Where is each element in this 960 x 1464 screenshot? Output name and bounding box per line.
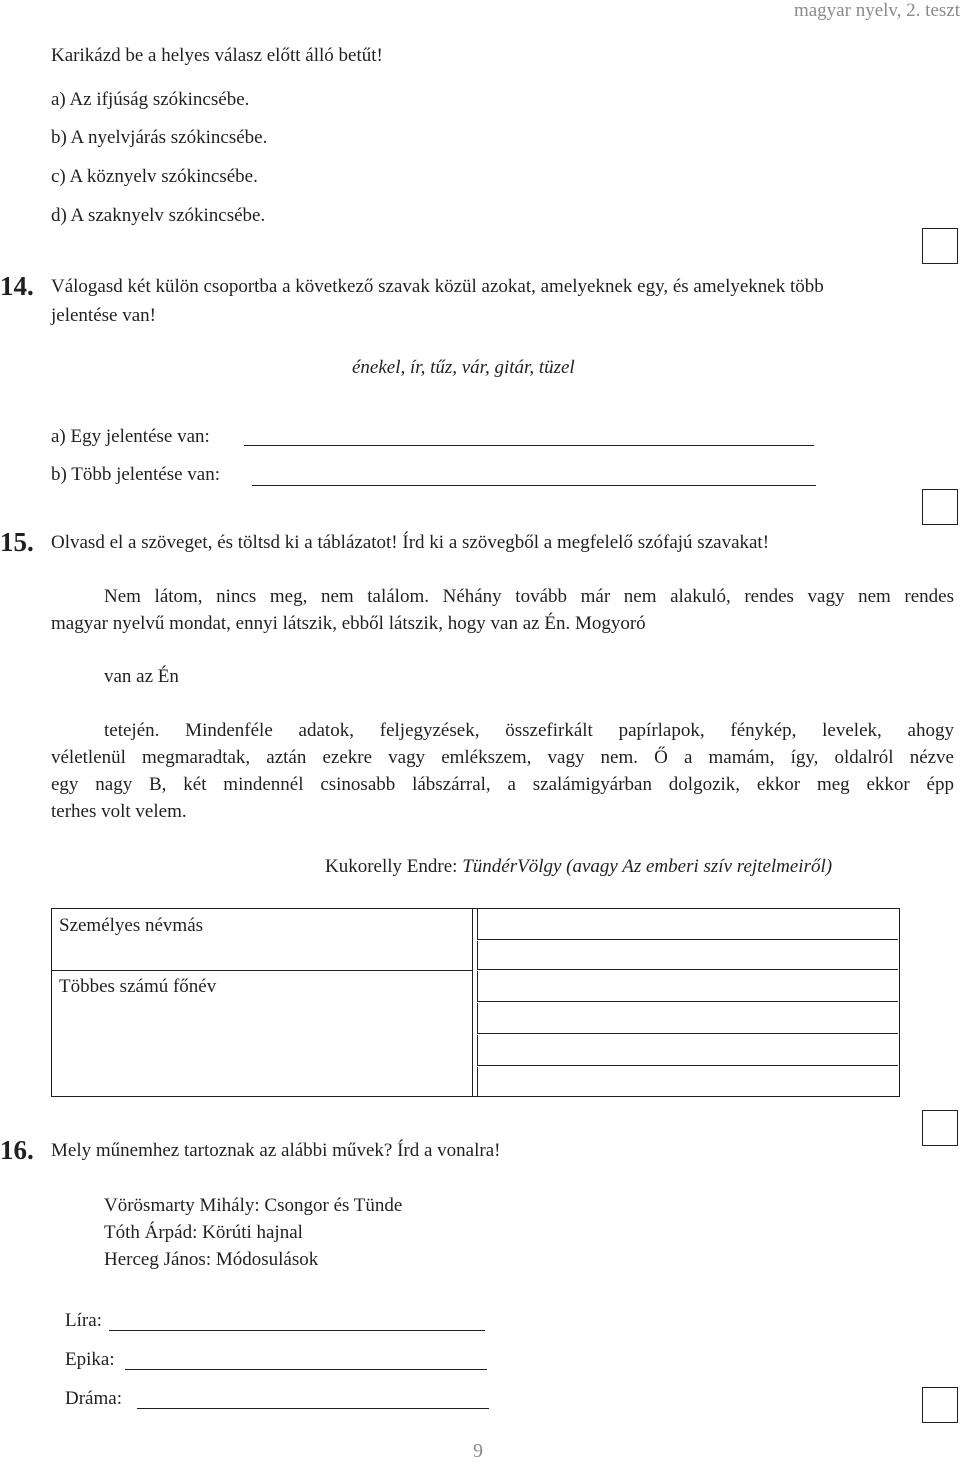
q15-source-title: TündérVölgy (avagy Az emberi szív rejtelmeiről): [462, 856, 833, 877]
q15-passage-line4: tetején. Mindenféle adatok, feljegyzések, összefirkált papírlapok, fénykép, levelek, ahogy: [104, 720, 954, 741]
q14-b-label: b) Több jelentése van:: [51, 464, 221, 485]
option-d[interactable]: d) A szaknyelv szókincsébe.: [51, 205, 266, 226]
q15-passage-line3: van az Én: [104, 666, 179, 687]
q14-a-answer-line[interactable]: [244, 445, 814, 446]
q16-lira-line[interactable]: [109, 1330, 485, 1331]
q16-work-1: Vörösmarty Mihály: Csongor és Tünde: [104, 1195, 403, 1216]
q16-lira-label: Líra:: [65, 1310, 102, 1331]
table-answer-cell-6[interactable]: [477, 1067, 898, 1096]
q16-instruction: Mely műnemhez tartoznak az alábbi művek? Írd a vonalra!: [51, 1140, 501, 1161]
q15-source-author: Kukorelly Endre:: [325, 856, 463, 877]
q15-passage-line1: Nem látom, nincs meg, nem találom. Néhány tovább már nem alakuló, rendes vagy nem rendes: [104, 586, 954, 607]
page-header: magyar nyelv, 2. teszt: [793, 0, 960, 21]
q16-drama-line[interactable]: [137, 1408, 489, 1409]
score-box-15[interactable]: [922, 489, 958, 525]
question-number-15: 15.: [0, 527, 34, 557]
table-answer-cell-4[interactable]: [477, 1003, 898, 1034]
q15-passage-line5: véletlenül megmaradtak, aztán ezekre vagy emlékszem, vagy nem. Ő a mamám, így, oldalról nézve: [51, 747, 954, 768]
q15-passage-line7: terhes volt velem.: [51, 801, 187, 822]
option-b[interactable]: b) A nyelvjárás szókincsébe.: [51, 127, 268, 148]
page-number: 9: [473, 1440, 483, 1462]
table-answer-cell-3[interactable]: [477, 971, 898, 1002]
q14-word-list: énekel, ír, tűz, vár, gitár, tüzel: [352, 357, 575, 378]
score-box-14[interactable]: [922, 228, 958, 264]
q16-epika-label: Epika:: [65, 1349, 115, 1370]
question-number-14: 14.: [0, 271, 34, 301]
option-c[interactable]: c) A köznyelv szókincsébe.: [51, 166, 258, 187]
q16-drama-label: Dráma:: [65, 1388, 122, 1409]
option-a[interactable]: a) Az ifjúság szókincsébe.: [51, 89, 250, 110]
score-box-final[interactable]: [922, 1387, 958, 1423]
q14-b-answer-line[interactable]: [252, 485, 816, 486]
q15-table-row1-label: Személyes névmás: [59, 915, 204, 936]
q14-text-line2: jelentése van!: [51, 305, 156, 326]
table-row-label-cell-1: [52, 909, 473, 971]
q15-passage-line6: egy nagy B, két mindennél csinosabb lábszárral, a szalámigyárban dolgozik, ekkor meg ekkor épp: [51, 774, 954, 795]
q15-table: [51, 908, 900, 1097]
q14-a-label: a) Egy jelentése van:: [51, 426, 210, 447]
instruction-circle: Karikázd be a helyes válasz előtt álló betűt!: [51, 45, 383, 66]
q15-passage-line2: magyar nyelvű mondat, ennyi látszik, ebből látszik, hogy van az Én. Mogyoró: [51, 613, 646, 634]
score-box-16[interactable]: [922, 1110, 958, 1146]
q14-text-line1: Válogasd két külön csoportba a következő szavak közül azokat, amelyeknek egy, és amelyeknek több: [51, 276, 824, 297]
q16-work-3: Herceg János: Módosulások: [104, 1249, 319, 1270]
q15-source: [325, 856, 832, 878]
q15-instruction: Olvasd el a szöveget, és töltsd ki a táblázatot! Írd ki a szövegből a megfelelő szófajú szavakat!: [51, 532, 770, 553]
table-answer-cell-5[interactable]: [477, 1035, 898, 1066]
q16-epika-line[interactable]: [125, 1369, 487, 1370]
table-answer-cell-1[interactable]: [477, 909, 898, 940]
question-number-16: 16.: [0, 1135, 34, 1165]
table-answer-cell-2[interactable]: [477, 941, 898, 970]
q16-work-2: Tóth Árpád: Körúti hajnal: [104, 1222, 303, 1243]
q15-table-row2-label: Többes számú főnév: [59, 976, 217, 997]
table-row-label-cell-2: [52, 970, 473, 1096]
